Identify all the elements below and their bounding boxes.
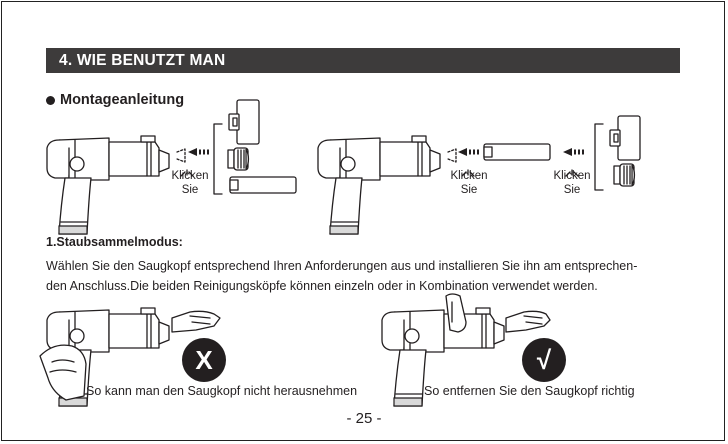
correct-caption: So entfernen Sie den Saugkopf richtig <box>424 384 635 398</box>
click-label-right: Klicken Sie <box>553 170 591 196</box>
dust-mode-line-1: Wählen Sie den Saugkopf entsprechend Ihren Anforderungen aus und installieren Sie ihn am entsprechen- <box>46 259 638 273</box>
section-title: 4. WIE BENUTZT MAN <box>59 52 226 69</box>
dust-mode-title: 1.Staubsammelmodus: <box>46 235 183 249</box>
dust-mode-line-2: den Anschluss.Die beiden Reinigungsköpfe können einzeln oder in Kombination verwendet werden. <box>46 279 598 293</box>
hand-wrong-pull <box>172 311 220 332</box>
click-label-left: Klicken Sie <box>171 170 209 196</box>
correct-symbol: √ <box>536 345 552 375</box>
round-brush-left <box>228 148 249 170</box>
arrow-left-icon <box>188 148 209 156</box>
wrong-symbol: X <box>195 345 213 375</box>
extension-tube-middle <box>484 144 550 160</box>
wrong-caption: So kann man den Saugkopf nicht herausnehmen <box>86 384 358 398</box>
arrow-right-icon <box>563 148 584 156</box>
brush-head-right <box>610 116 640 160</box>
vacuum-middle-illustration <box>318 136 440 234</box>
hand-wrong-front <box>40 345 86 400</box>
brush-head-left <box>229 100 259 144</box>
page-number: - 25 - <box>346 410 382 427</box>
hand-right-pull <box>506 311 550 332</box>
vacuum-left-illustration <box>47 136 169 234</box>
assembly-heading-text: Montageanleitung <box>60 92 185 108</box>
hand-right-press <box>446 294 466 332</box>
dashed-nozzle-left <box>177 149 185 162</box>
click-label-middle: Klicken Sie <box>450 170 488 196</box>
arrow-middle-icon <box>458 148 479 156</box>
dust-mode-description <box>46 256 696 296</box>
round-brush-right <box>614 164 635 186</box>
extension-tube-left <box>230 177 296 193</box>
